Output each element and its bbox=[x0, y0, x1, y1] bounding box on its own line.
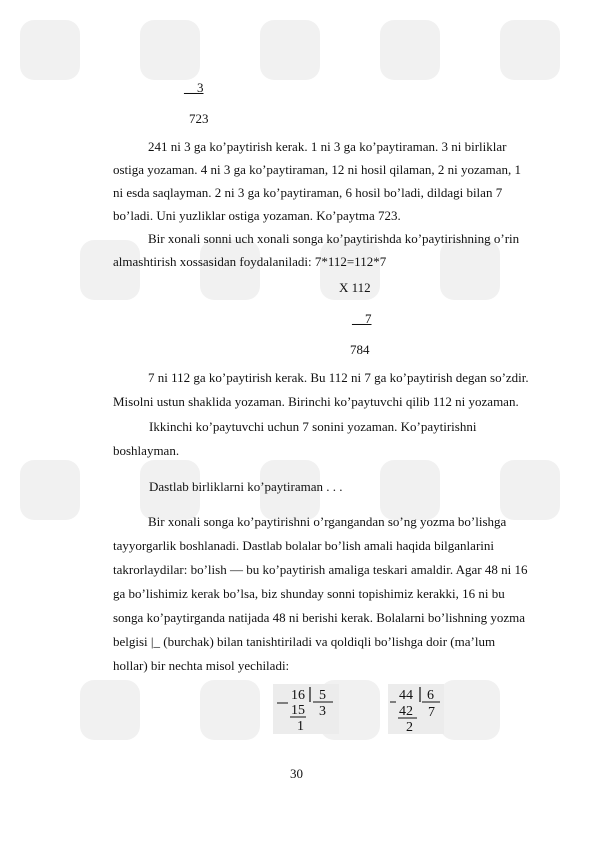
para4-line2: boshlayman. bbox=[113, 443, 180, 458]
calc1-result: 723 bbox=[189, 111, 209, 126]
page-number: 30 bbox=[290, 766, 303, 781]
division2-remainder: 2 bbox=[406, 720, 413, 734]
calc2-result: 784 bbox=[350, 342, 370, 357]
division1-remainder: 1 bbox=[297, 719, 304, 734]
division1-dividend: 16 bbox=[291, 688, 305, 703]
para6-line3: takrorlaydilar: bo’lish — bu ko’paytirish amaliga teskari amaldir. Agar 48 ni 16 bbox=[113, 562, 528, 577]
para2-line1: Bir xonali sonni uch xonali songa ko’paytirishda ko’paytirishning o’rin bbox=[148, 231, 520, 246]
para6-line2: tayyorgarlik boshlanadi. Dastlab bolalar bo’lish amali haqida bilganlarini bbox=[113, 538, 494, 553]
division2-dividend: 44 bbox=[399, 688, 413, 703]
para3-line2: Misolni ustun shaklida yozaman. Birinchi ko’paytuvchi qilib 112 ni yozaman. bbox=[113, 394, 519, 409]
para1-line1: 241 ni 3 ga ko’paytirish kerak. 1 ni 3 ga ko’paytiraman. 3 ni birliklar bbox=[148, 139, 507, 154]
para4-line1: Ikkinchi ko’paytuvchi uchun 7 sonini yozaman. Ko’paytirishni bbox=[149, 419, 477, 434]
division-example-1 bbox=[273, 684, 339, 734]
calc1-multiplier: __3 bbox=[184, 80, 204, 95]
calc2-top: X 112 bbox=[339, 280, 371, 295]
para5-line1: Dastlab birliklarni ko’paytiraman . . . bbox=[149, 479, 343, 494]
para1-line3: ni esda saqlayman. 2 ni 3 ga ko’paytiraman, 6 hosil bo’ladi, dildagi bilan 7 bbox=[113, 185, 503, 200]
para6-line6: belgisi |_ (burchak) bilan tanishtiriladi va qoldiqli bo’lishga doir (ma’lum bbox=[113, 634, 496, 649]
para1-line4: bo’ladi. Uni yuzliklar ostiga yozaman. Ko’paytma 723. bbox=[113, 208, 401, 223]
division1-quotient: 3 bbox=[319, 704, 326, 719]
para6-line4: ga bo’lishimiz kerak bo’lsa, biz shunday sonni topishimiz kerakki, 16 ni bu bbox=[113, 586, 505, 601]
para6-line5: songa ko’paytirganda natijada 48 ni berishi kerak. Bolalarni bo’lishning yozma bbox=[113, 610, 526, 625]
para6-line1: Bir xonali songa ko’paytirishni o’rgangandan so’ng yozma bo’lishga bbox=[148, 514, 507, 529]
division2-quotient: 7 bbox=[428, 705, 435, 720]
division1-subtract: 15 bbox=[291, 703, 305, 718]
division2-subtract: 42 bbox=[399, 704, 413, 719]
calc2-multiplier: __7 bbox=[352, 311, 372, 326]
division2-divisor: 6 bbox=[427, 688, 434, 703]
para6-line7: hollar) bir nechta misol yechiladi: bbox=[113, 658, 290, 673]
para3-line1: 7 ni 112 ga ko’paytirish kerak. Bu 112 ni 7 ga ko’paytirish degan so’zdir. bbox=[148, 370, 529, 385]
division-example-2 bbox=[388, 684, 444, 734]
division1-divisor: 5 bbox=[319, 688, 326, 703]
para1-line2: ostiga yozaman. 4 ni 3 ga ko’paytiraman, 12 ni hosil qilaman, 2 ni yozaman, 1 bbox=[113, 162, 521, 177]
para2-line2: almashtirish xossasidan foydalaniladi: 7*112=112*7 bbox=[113, 254, 387, 269]
